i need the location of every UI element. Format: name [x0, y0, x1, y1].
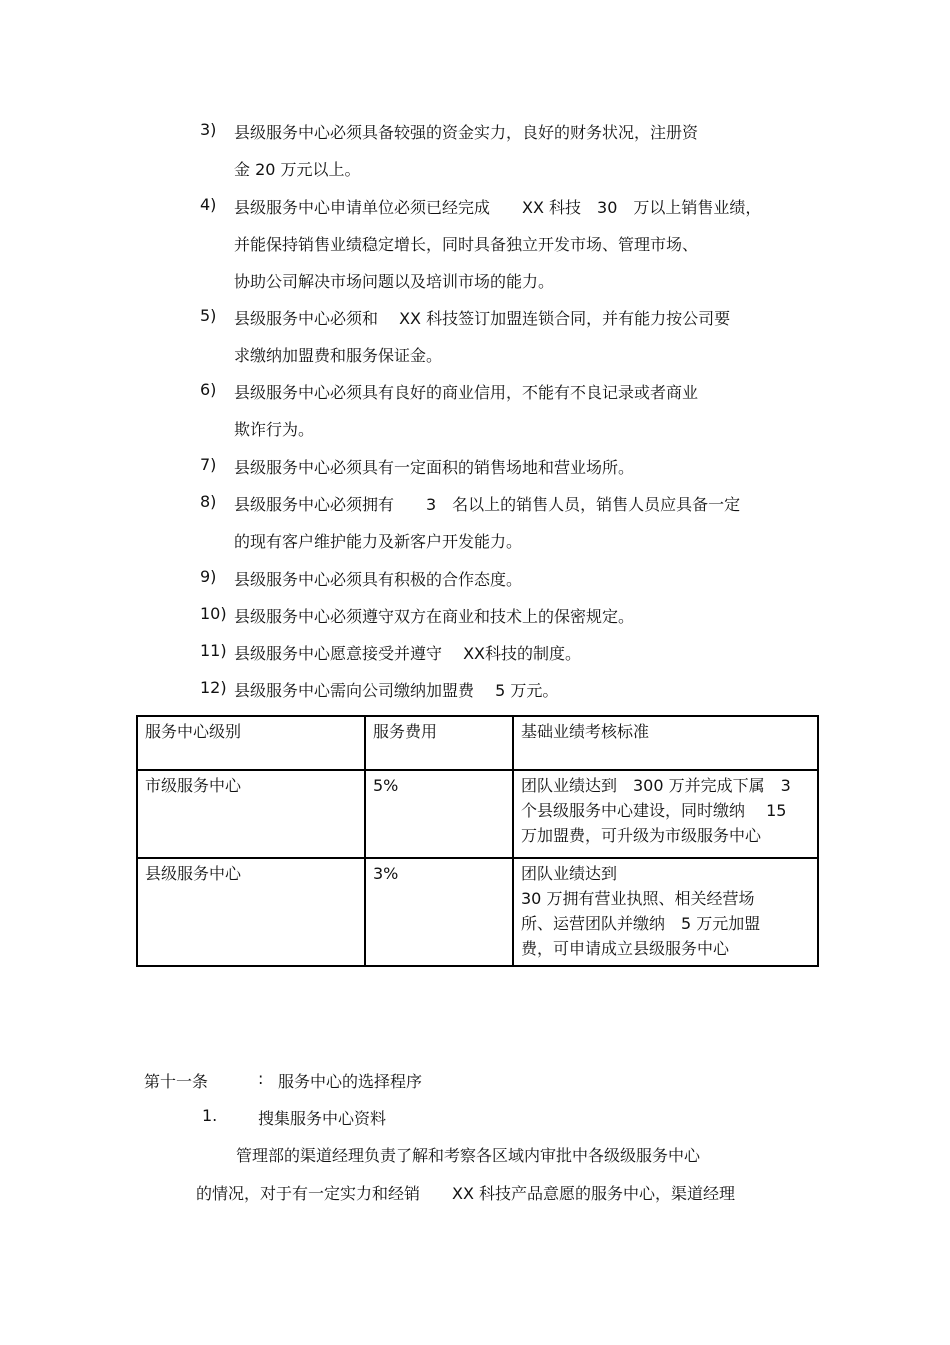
item-number: 5): [200, 306, 217, 325]
item-number: 6): [200, 380, 217, 399]
criteria-line: 所、运营团队并缴纳 5 万元加盟: [521, 914, 761, 933]
item-number: 9): [200, 567, 217, 586]
criteria-line: 费，可申请成立县级服务中心: [521, 939, 730, 958]
item-text: 求缴纳加盟费和服务保证金。: [234, 346, 443, 365]
article-separator: :: [258, 1069, 264, 1088]
step-label: 搜集服务中心资料: [258, 1109, 387, 1128]
criteria-line: 团队业绩达到 300 万并完成下属 3: [521, 776, 791, 795]
item-text: 并能保持销售业绩稳定增长，同时具备独立开发市场、管理市场、: [234, 235, 699, 254]
header-fee: 服务费用: [365, 716, 513, 770]
table-row: [137, 770, 818, 858]
paragraph-line: 的情况，对于有一定实力和经销 XX 科技产品意愿的服务中心，渠道经理: [196, 1184, 736, 1203]
service-level-table: [136, 715, 819, 967]
item-text: 县级服务中心必须和 XX 科技签订加盟连锁合同，并有能力按公司要: [234, 309, 731, 328]
cell-fee: 3%: [365, 858, 513, 966]
cell-fee: 5%: [365, 770, 513, 858]
cell-level: 市级服务中心: [137, 770, 365, 858]
item-text: 县级服务中心必须遵守双方在商业和技术上的保密规定。: [234, 607, 635, 626]
item-text: 的现有客户维护能力及新客户开发能力。: [234, 532, 523, 551]
article-number: 第十一条: [144, 1072, 209, 1091]
item-number: 3): [200, 120, 217, 139]
item-text: 金 20 万元以上。: [234, 160, 361, 179]
item-number: 11): [200, 641, 227, 660]
article-title: 服务中心的选择程序: [278, 1072, 423, 1091]
table-header-row: [137, 716, 818, 770]
item-text: 县级服务中心必须具有良好的商业信用，不能有不良记录或者商业: [234, 383, 699, 402]
item-text: 县级服务中心必须具有积极的合作态度。: [234, 570, 523, 589]
item-number: 10): [200, 604, 227, 623]
header-criteria: 基础业绩考核标准: [513, 716, 818, 770]
item-number: 4): [200, 195, 217, 214]
cell-criteria: [513, 770, 818, 858]
criteria-line: 30 万拥有营业执照、相关经营场: [521, 889, 755, 908]
item-text: 县级服务中心愿意接受并遵守 XX科技的制度。: [234, 644, 582, 663]
cell-level: 县级服务中心: [137, 858, 365, 966]
item-text: 县级服务中心必须拥有 3 名以上的销售人员，销售人员应具备一定: [234, 495, 741, 514]
criteria-line: 团队业绩达到: [521, 864, 618, 883]
header-level: 服务中心级别: [137, 716, 365, 770]
item-text: 县级服务中心需向公司缴纳加盟费 5 万元。: [234, 681, 559, 700]
item-text: 县级服务中心必须具备较强的资金实力，良好的财务状况，注册资: [234, 123, 699, 142]
paragraph-line: 管理部的渠道经理负责了解和考察各区域内审批中各级级服务中心: [236, 1146, 701, 1165]
item-text: 欺诈行为。: [234, 420, 315, 439]
cell-criteria: [513, 858, 818, 966]
item-text: 协助公司解决市场问题以及培训市场的能力。: [234, 272, 555, 291]
item-number: 12): [200, 678, 227, 697]
table-row: [137, 858, 818, 966]
item-text: 县级服务中心必须具有一定面积的销售场地和营业场所。: [234, 458, 635, 477]
criteria-line: 万加盟费，可升级为市级服务中心: [521, 826, 762, 845]
step-number: 1.: [202, 1106, 218, 1125]
item-number: 7): [200, 455, 217, 474]
item-number: 8): [200, 492, 217, 511]
item-text: 县级服务中心申请单位必须已经完成 XX 科技 30 万以上销售业绩，: [234, 198, 762, 217]
criteria-line: 个县级服务中心建设，同时缴纳 15: [521, 801, 787, 820]
